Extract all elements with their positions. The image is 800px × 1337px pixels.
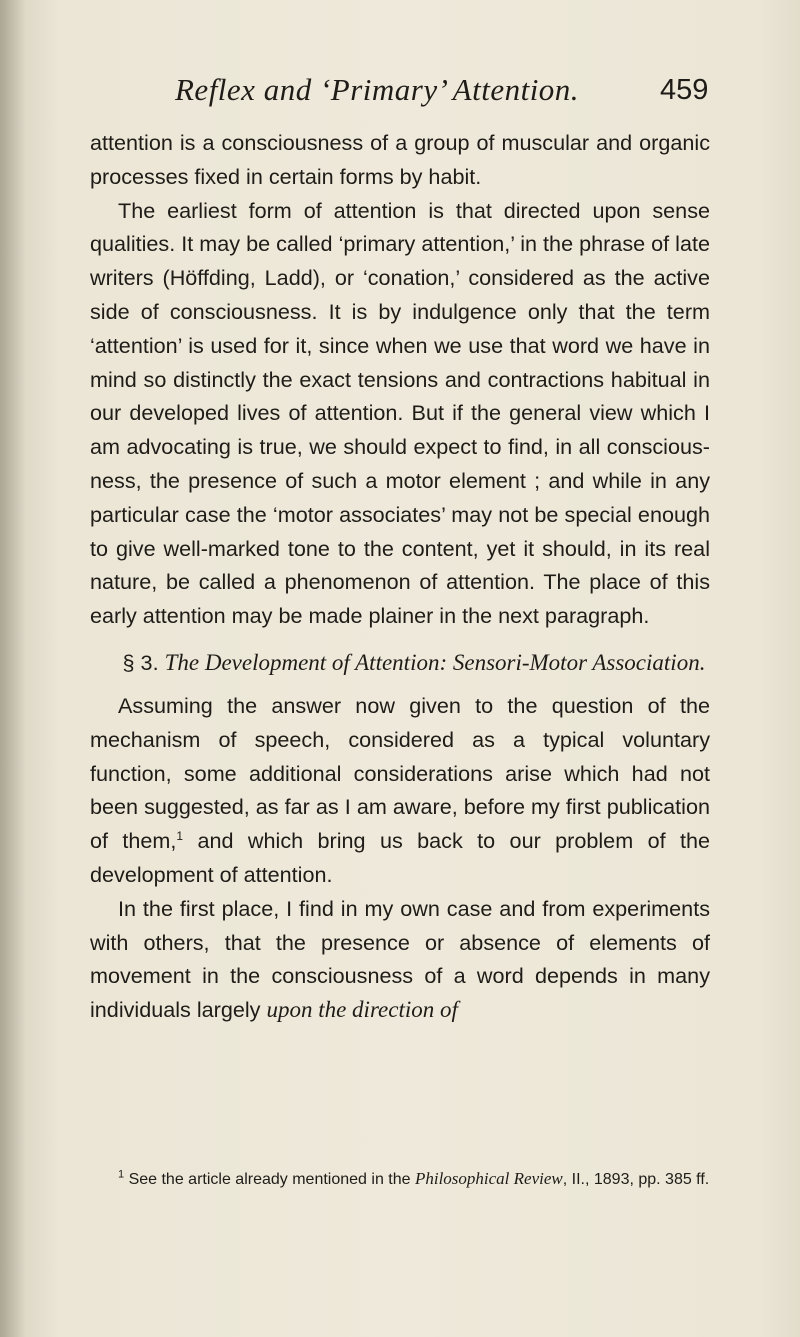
- paragraph-first-place: [90, 892, 710, 1027]
- page-gutter-shadow: [0, 0, 26, 1337]
- footnote: [90, 1167, 710, 1192]
- paragraph-primary-attention: The earliest form of attention is that directed upon sense qualities. It may be called ‘primary attention,’ in the phrase of late writers (Höffding, Ladd), or ‘conation,’ considered as the active side of consciousness. It is by indulgence only that the term ‘attention’ is used for it, since when we use that word we have in mind so distinctly the exact tensions and contractions habitual in our developed lives of attention. But if the general view which I am advocating is true, we should expect to find, in all consciousness, the presence of such a motor element ; and while in any particular case the ‘motor associates’ may not be special enough to give well-marked tone to the content, yet it should, in its real nature, be called a phenomenon of attention. The place of this early attention may be made plainer in the next paragraph.: [90, 197, 710, 629]
- running-title: Reflex and ‘Primary’ Attention.: [175, 72, 580, 107]
- running-header: [0, 66, 800, 114]
- section-title: The Development of Attention: Sensori-Motor Association.: [164, 649, 706, 675]
- body-text: [90, 126, 710, 1027]
- section-number: § 3.: [122, 649, 159, 675]
- paragraph-text: and which bring us back to our problem of the development of attention.: [90, 828, 710, 887]
- section-heading: [90, 646, 710, 679]
- paragraph-text: In the first place, I find in my own case and from experiments with others, that the presence or absence of elements of movement in the consciousness of a word depends in many individuals largely: [90, 895, 710, 1023]
- footnote-mark: 1: [118, 1168, 125, 1181]
- footnote-journal: Philosophical Review: [414, 1169, 563, 1188]
- paragraph-italic-text: upon the direction of: [266, 997, 458, 1023]
- paragraph-continued: attention is a consciousness of a group of muscular and organic processes fixed in certain forms by habit.: [90, 130, 710, 189]
- paragraph-speech-mechanism: [90, 689, 710, 892]
- paragraph-text: Assuming the answer now given to the question of the mechanism of speech, considered as a typical voluntary function, some additional considerations arise which had not been suggested, as far as I am aware, before my first publication of them,: [90, 692, 710, 854]
- footnote-text: See the article already mentioned in the: [124, 1171, 415, 1188]
- footnote-reference[interactable]: 1: [176, 828, 184, 843]
- footnote-text: , II., 1893, pp. 385 ff.: [562, 1171, 710, 1188]
- page-number: 459: [660, 74, 709, 106]
